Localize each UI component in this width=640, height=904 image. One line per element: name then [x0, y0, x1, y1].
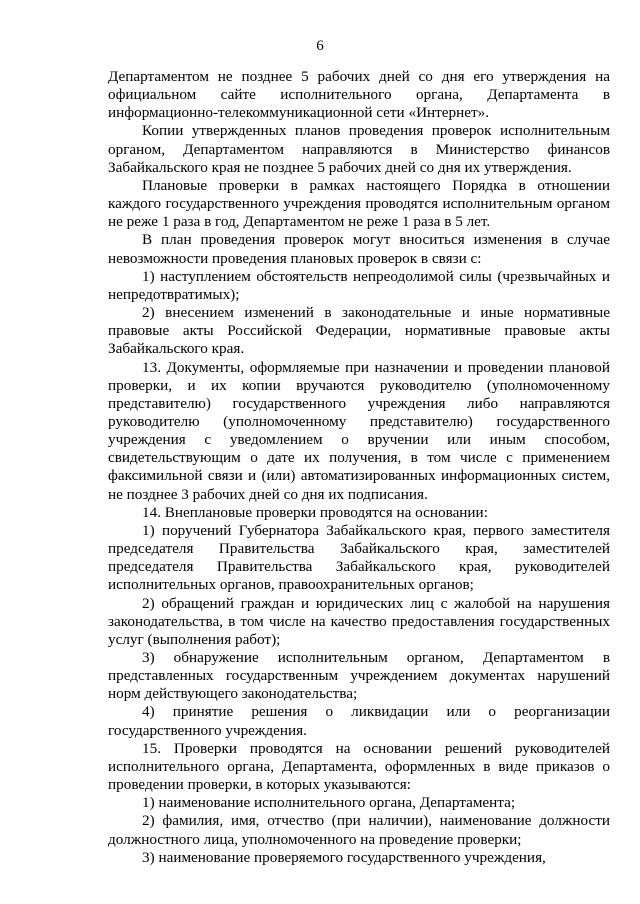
list-item-force-majeure: 1) наступлением обстоятельств непреодолимой силы (чрезвычайных и непредотвратимых);	[108, 267, 610, 303]
document-body	[108, 68, 610, 867]
list-item-official-name: 2) фамилия, имя, отчество (при наличии), наименование должности должностного лица, уполномоченного на проведение проверки;	[108, 812, 610, 848]
list-item-authority-name: 1) наименование исполнительного органа, Департамента;	[142, 794, 516, 812]
list-item-complaints: 2) обращений граждан и юридических лиц с жалобой на нарушения законодательства, в том числе на качество предоставления государственных услуг (выполнения работ);	[108, 594, 610, 648]
paragraph-plan-copies: Копии утвержденных планов проведения проверок исполнительным органом, Департаментом направляются в Министерство финансов Забайкальского края не позднее 5 рабочих дней со дня их утверждения.	[108, 122, 610, 176]
paragraph-section-15: 15. Проверки проводятся на основании решений руководителей исполнительного органа, Департамента, оформленных в виде приказов о проведении проверки, в которых указываются:	[108, 739, 610, 794]
paragraph-continuation: Департаментом не позднее 5 рабочих дней со дня его утверждения на официальном сайте исполнительного органа, Департамента в информационно-телекоммуникационной сети «Интернет».	[108, 68, 610, 122]
paragraph-section-14: 14. Внеплановые проверки проводятся на основании:	[142, 503, 488, 521]
paragraph-plan-changes: В план проведения проверок могут вноситься изменения в случае невозможности проведения плановых проверок в связи с:	[108, 231, 610, 267]
list-item-violations-found: 3) обнаружение исполнительным органом, Департаментом в представленных государственным учреждением документах нарушений норм действующего законодательства;	[108, 649, 610, 703]
list-item-institution-name: 3) наименование проверяемого государственного учреждения,	[142, 848, 546, 866]
paragraph-planned-inspections: Плановые проверки в рамках настоящего Порядка в отношении каждого государственного учреждения проводятся исполнительным органом не реже 1 раза в год, Департаментом не реже 1 раза в 5 лет.	[108, 176, 610, 231]
list-item-governor-orders: 1) поручений Губернатора Забайкальского края, первого заместителя председателя Правительства Забайкальского края, заместителей председателя Правительства Забайкальского края, руководителей исполнительных органов, правоохранительных органов;	[108, 521, 610, 594]
page-number: 6	[316, 38, 324, 54]
list-item-liquidation: 4) принятие решения о ликвидации или о реорганизации государственного учреждения.	[108, 703, 610, 739]
list-item-legal-changes: 2) внесением изменений в законодательные и иные нормативные правовые акты Российской Федерации, нормативные правовые акты Забайкальского края.	[108, 304, 610, 358]
paragraph-section-13: 13. Документы, оформляемые при назначении и проведении плановой проверки, и их копии вручаются руководителю (уполномоченному представителю) государственного учреждения либо направляются руководителю (уполномоченному представителю) государственного учреждения с уведомлением о вручении или иным способом, свидетельствующим о дате их получения, в том числе с применением факсимильной связи и (или) автоматизированных информационных систем, не позднее 3 рабочих дней со дня их подписания.	[108, 358, 610, 503]
